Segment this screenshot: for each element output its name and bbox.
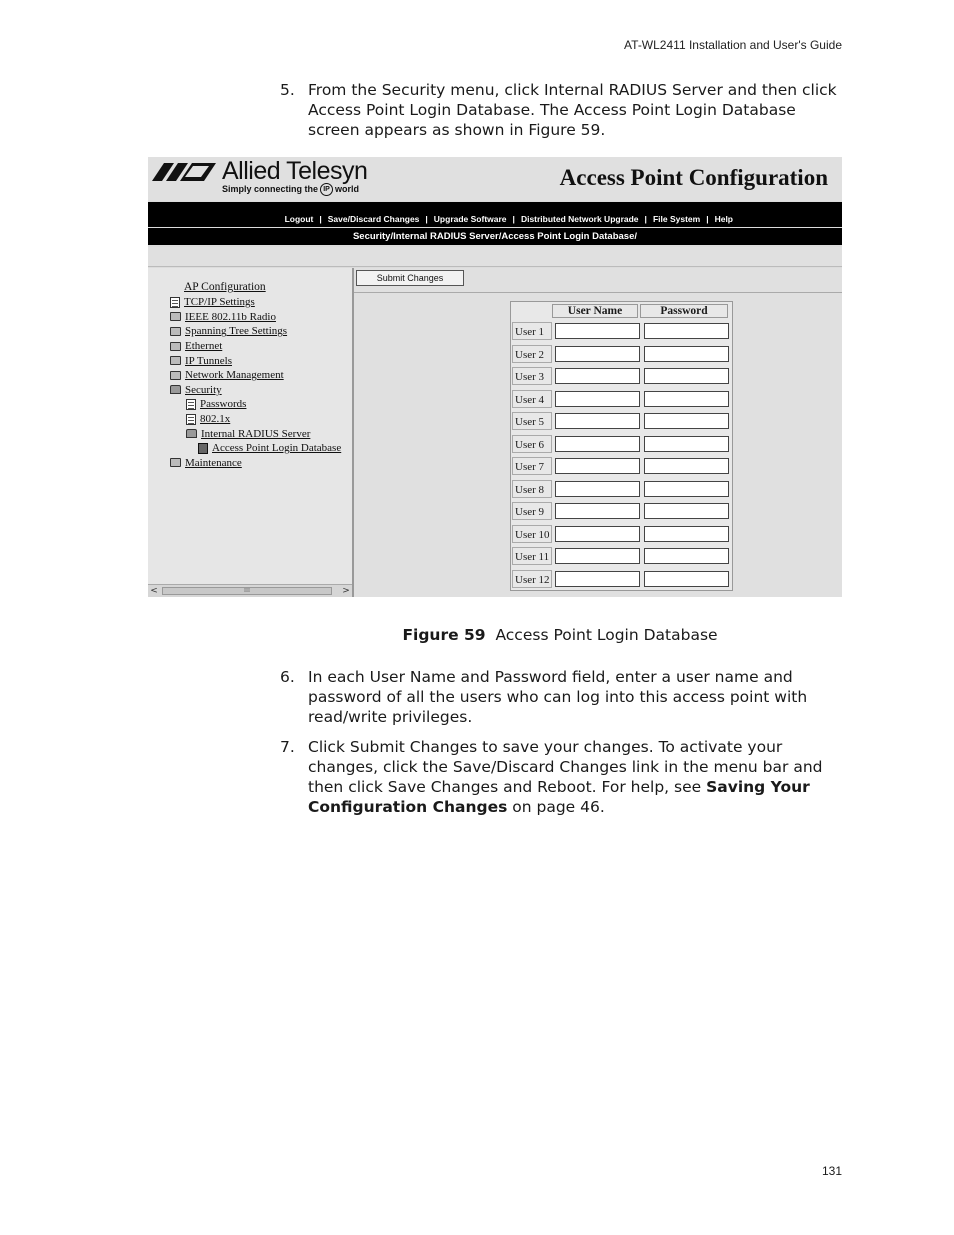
menu-help-link[interactable]: Help [714,214,733,224]
row-label: User 2 [512,345,552,363]
tree-item-8021x[interactable]: 802.1x [170,412,341,427]
figure-title: Access Point Login Database [495,626,718,644]
step-number: 6. [280,668,295,686]
tree-item-security[interactable]: Security [170,383,341,398]
user-name-field[interactable] [555,368,640,384]
user-name-field[interactable] [555,481,640,497]
spacer-bar [148,247,842,267]
table-row [511,478,732,501]
row-label: User 6 [512,435,552,453]
user-name-field[interactable] [555,526,640,542]
screenshot-access-point-login-database [148,157,842,597]
step-7 [280,737,842,817]
tree-item-login-database[interactable]: Access Point Login Database [170,441,341,456]
table-row [511,365,732,388]
tree-item-radio[interactable]: IEEE 802.11b Radio [170,310,341,325]
user-name-field[interactable] [555,346,640,362]
row-label: User 9 [512,502,552,520]
user-name-field[interactable] [555,413,640,429]
user-name-field[interactable] [555,323,640,339]
logo-text: Allied Telesyn [222,157,368,185]
table-row [511,523,732,546]
horizontal-scrollbar[interactable] [148,584,352,597]
row-label: User 4 [512,390,552,408]
password-field[interactable] [644,436,729,452]
divider [354,292,842,293]
ip-badge-icon: IP [320,183,333,196]
folder-icon [170,327,181,336]
tree-item-ethernet[interactable]: Ethernet [170,339,341,354]
row-label: User 8 [512,480,552,498]
password-field[interactable] [644,323,729,339]
figure-label: Figure 59 [402,626,486,644]
table-row [511,455,732,478]
page-number: 131 [821,1164,842,1178]
password-field[interactable] [644,526,729,542]
step-text: In each User Name and Password field, enter a user name and password of all the users who can log into this access point with read/write privileges. [308,668,808,726]
row-label: User 11 [512,547,552,565]
user-name-field[interactable] [555,458,640,474]
row-label: User 7 [512,457,552,475]
config-tree [170,280,341,470]
navigation-pane [148,268,354,597]
password-field[interactable] [644,346,729,362]
menu-file-system-link[interactable]: File System [652,214,701,224]
submit-changes-button[interactable]: Submit Changes [356,270,464,286]
menubar-top-strip [148,202,842,211]
row-label: User 3 [512,367,552,385]
table-row [511,320,732,343]
folder-icon [170,312,181,321]
password-field[interactable] [644,571,729,587]
scroll-left-icon[interactable]: < [150,586,158,596]
table-row [511,433,732,456]
user-name-field[interactable] [555,436,640,452]
page-icon [186,399,196,410]
logo-tagline: Simply connecting the IP world [222,183,359,196]
step-text: From the Security menu, click Internal RADIUS Server and then click Access Point Login Database. The Access Point Login Database screen appears as shown in Figure 59. [308,81,837,139]
table-row [511,410,732,433]
table-row [511,343,732,366]
running-header: AT-WL2411 Installation and User's Guide [624,38,842,52]
banner [148,157,842,201]
tree-item-network-management[interactable]: Network Management [170,368,341,383]
user-name-field[interactable] [555,503,640,519]
cross-reference: Saving Your Configuration Changes [308,778,810,816]
content-pane [354,268,842,597]
menu-save-discard-link[interactable]: Save/Discard Changes [327,214,420,224]
tree-item-passwords[interactable]: Passwords [170,397,341,412]
tree-item-ip-tunnels[interactable]: IP Tunnels [170,353,341,368]
user-name-field[interactable] [555,571,640,587]
row-label: User 1 [512,322,552,340]
menu-logout-link[interactable]: Logout [284,214,314,224]
column-header-password: Password [640,304,728,318]
tree-item-spanning-tree[interactable]: Spanning Tree Settings [170,324,341,339]
allied-telesyn-logo-icon [152,163,216,181]
scroll-right-icon[interactable]: > [342,586,350,596]
row-label: User 10 [512,525,552,543]
password-field[interactable] [644,503,729,519]
table-row [511,388,732,411]
table-row [511,568,732,591]
step-number: 7. [280,738,295,756]
menubar: Logout | Save/Discard Changes | Upgrade Software | Distributed Network Upgrade | File System | Help [148,211,842,227]
tree-item-tcpip[interactable]: TCP/IP Settings [170,295,341,310]
step-text: Click Submit Changes to save your changes. To activate your changes, click the Save/Discard Changes link in the menu bar and then click Save Changes and Reboot. For help, see Saving Your Configuration Changes on page 46. [308,738,823,816]
column-header-user-name: User Name [552,304,638,318]
password-field[interactable] [644,548,729,564]
user-name-field[interactable] [555,391,640,407]
user-login-table [510,301,733,591]
step-6 [280,667,842,727]
page-selected-icon [198,443,208,454]
tree-item-maintenance[interactable]: Maintenance [170,456,341,471]
folder-open-icon [170,385,181,394]
menu-distributed-upgrade-link[interactable]: Distributed Network Upgrade [520,214,639,224]
step-5 [280,80,842,140]
table-row [511,500,732,523]
scroll-thumb[interactable]: III [162,587,332,595]
password-field[interactable] [644,458,729,474]
step-number: 5. [280,81,295,99]
password-field[interactable] [644,413,729,429]
page-icon [170,297,180,308]
folder-icon [170,458,181,467]
page-title: Access Point Configuration [559,165,828,190]
breadcrumb: Security/Internal RADIUS Server/Access Point Login Database/ [148,228,842,245]
password-field[interactable] [644,391,729,407]
page-icon [186,414,196,425]
tree-root-ap-configuration[interactable]: AP Configuration [184,281,266,293]
folder-icon [170,342,181,351]
figure-caption [0,626,954,644]
folder-icon [170,356,181,365]
folder-icon [170,371,181,380]
user-name-field[interactable] [555,548,640,564]
row-label: User 12 [512,570,552,588]
menu-upgrade-software-link[interactable]: Upgrade Software [433,214,507,224]
password-field[interactable] [644,368,729,384]
table-header [511,302,732,320]
row-label: User 5 [512,412,552,430]
table-row [511,545,732,568]
tree-item-internal-radius[interactable]: Internal RADIUS Server [170,426,341,441]
password-field[interactable] [644,481,729,497]
folder-open-icon [186,429,197,438]
